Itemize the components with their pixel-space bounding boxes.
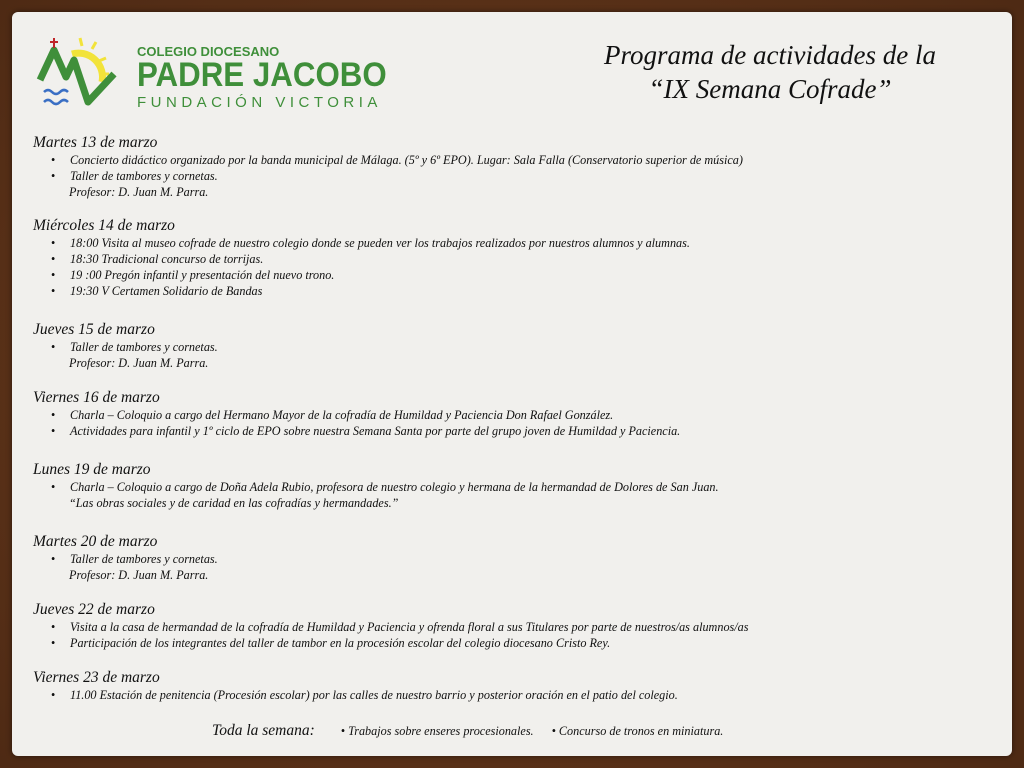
day-heading: Martes 20 de marzo [33,533,158,550]
activity-text: 11.00 Estación de penitencia (Procesión escolar) por las calles de nuestro barrio y posterior oración en el patio del colegio. [70,688,678,702]
bullet-icon: • [51,620,56,634]
activity-item [33,168,743,184]
activity-text: 19 :00 Pregón infantil y presentación del nuevo trono. [70,268,335,282]
bullet-icon: • [51,153,56,167]
bullet-icon: • [51,424,56,438]
day-heading: Viernes 16 de marzo [33,389,160,406]
bullet-icon: • [51,252,56,266]
activity-item [33,152,743,168]
activity-text: Taller de tambores y cornetas. [70,340,218,354]
day-section [33,389,680,439]
day-section [33,461,719,511]
title-line-1: Programa de actividades de la [604,40,936,70]
day-section [33,533,218,583]
activity-item [33,687,678,703]
activity-text: 18:00 Visita al museo cofrade de nuestro colegio donde se pueden ver los trabajos realizados por nuestros alumnos y alumnas. [70,236,690,250]
activity-item [33,283,690,299]
activity-item [33,235,690,251]
bullet-icon: • [51,268,56,282]
bullet-icon: • [51,408,56,422]
day-section [33,601,749,651]
bullet-icon: • [51,688,56,702]
activity-detail: Profesor: D. Juan M. Parra. [69,568,209,582]
whole-week [212,722,737,740]
bullet-icon: • [51,480,56,494]
activity-item [33,339,218,355]
activity-item [33,551,218,567]
activity-item [33,635,749,651]
logo-line-3: FUNDACIÓN VICTORIA [137,94,382,111]
logo-emblem-icon [36,32,126,112]
activity-detail: Profesor: D. Juan M. Parra. [69,185,209,199]
day-heading: Viernes 23 de marzo [33,669,160,686]
activity-text: Concierto didáctico organizado por la banda municipal de Málaga. (5º y 6º EPO). Lugar: Sala Falla (Conservatorio superior de música) [70,153,743,167]
activity-text: Charla – Coloquio a cargo del Hermano Mayor de la cofradía de Humildad y Paciencia Don Rafael González. [70,408,614,422]
bullet-icon: • [51,552,56,566]
activity-item [33,479,719,495]
activity-item [33,619,749,635]
activity-text: Participación de los integrantes del taller de tambor en la procesión escolar del colegio diocesano Cristo Rey. [70,636,611,650]
logo-line-1: COLEGIO DIOCESANO [137,44,280,59]
bullet-icon: • [51,340,56,354]
day-section [33,321,218,371]
day-heading: Jueves 15 de marzo [33,321,155,338]
activity-text: Actividades para infantil y 1º ciclo de EPO sobre nuestra Semana Santa por parte del grupo joven de Humildad y Paciencia. [70,424,681,438]
whole-week-item: • Trabajos sobre enseres procesionales. [340,724,534,738]
activity-item [33,267,690,283]
bullet-icon: • [51,284,56,298]
activity-text: 19:30 V Certamen Solidario de Bandas [70,284,263,298]
day-section [33,134,743,200]
day-section [33,669,678,703]
whole-week-label: Toda la semana: [212,722,315,739]
activity-item [33,251,690,267]
logo-line-2: PADRE JACOBO [137,56,387,94]
title-line-2: “IX Semana Cofrade” [648,74,892,104]
activity-item [33,407,680,423]
activity-detail: “Las obras sociales y de caridad en las cofradías y hermandades.” [69,496,399,510]
bullet-icon: • [51,636,56,650]
bullet-icon: • [51,236,56,250]
day-section [33,217,690,299]
activity-text: Charla – Coloquio a cargo de Doña Adela Rubio, profesora de nuestro colegio y hermana de la hermandad de Dolores de San Juan. [70,480,719,494]
day-heading: Martes 13 de marzo [33,134,158,151]
day-heading: Jueves 22 de marzo [33,601,155,618]
activity-item [33,423,680,439]
activity-text: Taller de tambores y cornetas. [70,552,218,566]
activity-text: Visita a la casa de hermandad de la cofradía de Humildad y Paciencia y ofrenda floral a sus Titulares por parte de nuestros/as alumnos/as [70,620,749,634]
whole-week-item: • Concurso de tronos en miniatura. [551,724,724,738]
activity-text: 18:30 Tradicional concurso de torrijas. [70,252,264,266]
day-heading: Miércoles 14 de marzo [33,217,175,234]
day-heading: Lunes 19 de marzo [33,461,151,478]
page-title [520,38,1020,106]
activity-text: Taller de tambores y cornetas. [70,169,218,183]
bullet-icon: • [51,169,56,183]
activity-detail: Profesor: D. Juan M. Parra. [69,356,209,370]
